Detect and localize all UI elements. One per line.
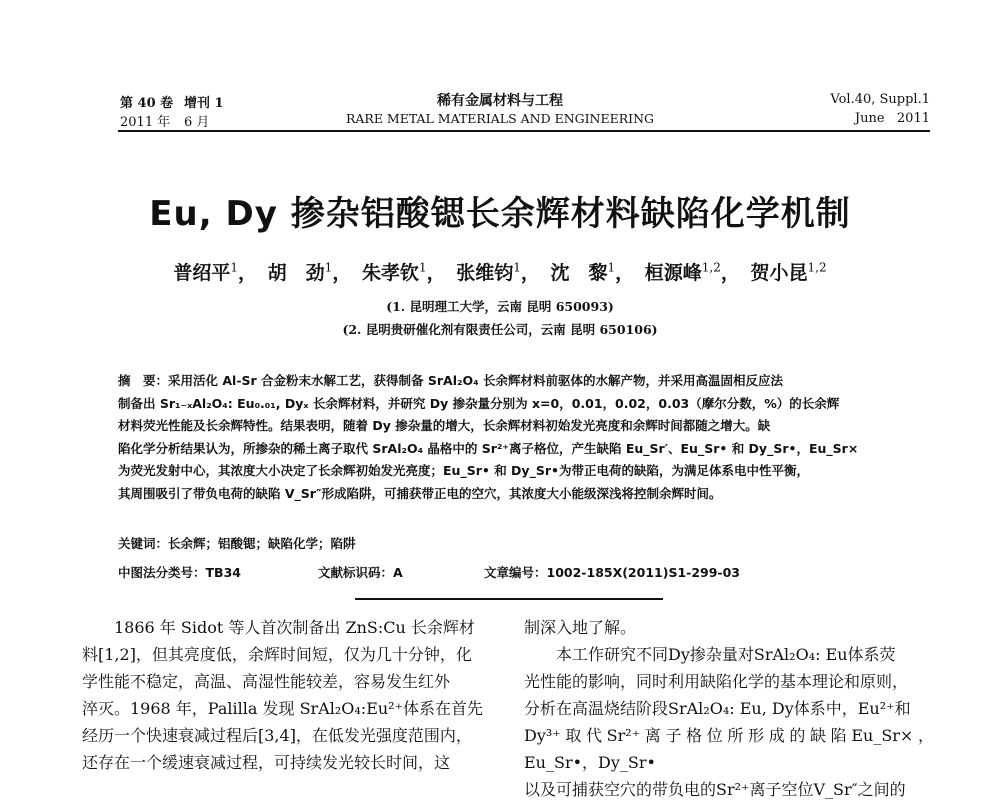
keywords-text: 长余辉；铝酸锶；缺陷化学；陷阱 <box>168 536 356 551</box>
author: 胡 劲$^1$ <box>267 260 333 284</box>
abstract-label: 摘 要： <box>118 373 169 388</box>
author: 贺小昆$^{1,2}$ <box>750 260 827 284</box>
author-list: 普绍平$^1$， 胡 劲$^1$， 朱孝钦$^1$， 张维钧$^1$， 沈 黎$^1$， 桓源峰$^{1,2}$， 贺小昆$^{1,2}$ <box>173 260 827 284</box>
body-line: 淬灭。1968 年，Palilla 发现 SrAl₂O₄:Eu²⁺体系在首先 <box>82 699 484 718</box>
body-line: 以及可捕获空穴的带负电的Sr²⁺离子空位V_Sr″之间的 <box>524 780 906 799</box>
abstract <box>118 370 888 506</box>
abstract-line: 制备出 Sr₁₋ₓAl₂O₄: Eu₀.₀₁, Dyₓ 长余辉材料，并研究 Dy 掺杂量分别为 x=0，0.01，0.02，0.03（摩尔分数，%）的长余辉 <box>118 395 840 411</box>
body-line: 制深入地了解。 <box>524 618 637 637</box>
paper-title: Eu, Dy 掺杂铝酸锶长余辉材料缺陷化学机制 <box>149 194 851 234</box>
body-column-right <box>524 614 934 803</box>
header-volume-en: Vol.40, Suppl.1 <box>830 92 930 107</box>
section-divider <box>355 598 663 600</box>
body-line: 还存在一个缓速衰减过程，可持续发光较长时间，这 <box>82 753 451 772</box>
author: 朱孝钦$^1$ <box>361 260 427 284</box>
body-line: 学性能不稳定，高温、高湿性能较差，容易发生红外 <box>82 672 451 691</box>
keywords-label: 关键词： <box>118 536 169 551</box>
abstract-line: 材料荧光性能及长余辉特性。结果表明，随着 Dy 掺杂量的增大，长余辉材料初始发光亮度和余辉时间都随之增大。缺 <box>118 418 771 434</box>
header-month: 6 月 <box>184 115 210 130</box>
header-issue: 增刊 1 <box>184 96 224 111</box>
body-line: 光性能的影响，同时利用缺陷化学的基本理论和原则， <box>524 672 909 691</box>
abstract-line: 其周围吸引了带负电荷的缺陷 V_Sr″形成陷阱，可捕获带正电的空穴，其浓度大小能级深浅将控制余辉时间。 <box>118 485 722 501</box>
header-rule <box>118 130 930 132</box>
journal-title-cn: 稀有金属材料与工程 <box>437 93 563 109</box>
article-number: 文章编号：1002-185X(2011)S1-299-03 <box>484 565 741 580</box>
abstract-line: 摘 要：采用活化 Al-Sr 合金粉末水解工艺，获得制备 SrAl₂O₄ 长余辉材料前驱体的水解产物，并采用高温固相反应法 <box>118 373 783 388</box>
header-volume: 第 40 卷 <box>120 96 174 111</box>
body-column-left <box>82 614 492 776</box>
body-line: 料[1,2]，但其亮度低，余辉时间短，仅为几十分钟，化 <box>82 645 472 664</box>
affiliation-2: (2. 昆明贵研催化剂有限责任公司，云南 昆明 650106) <box>342 322 658 337</box>
clc-number: 中图法分类号：TB34 <box>118 565 241 580</box>
journal-title-en: RARE METAL MATERIALS AND ENGINEERING <box>345 111 655 126</box>
author: 张维钧$^1$ <box>456 260 521 284</box>
body-line: 分析在高温烧结阶段SrAl₂O₄: Eu, Dy体系中，Eu²⁺和 <box>524 699 911 718</box>
body-line: 经历一个快速衰减过程后[3,4]，在低发光强度范围内， <box>82 726 472 745</box>
header-date-en: June 2011 <box>854 111 930 126</box>
keywords <box>118 534 356 552</box>
author: 普绍平$^1$ <box>173 260 239 284</box>
abstract-line: 陷化学分析结果认为，所掺杂的稀土离子取代 SrAl₂O₄ 晶格中的 Sr²⁺离子格位，产生缺陷 Eu_Sr′、Eu_Sr• 和 Dy_Sr•，Eu_Sr× <box>118 440 859 456</box>
document-code: 文献标识码：A <box>318 565 403 580</box>
body-line: 本工作研究不同Dy掺杂量对SrAl₂O₄: Eu体系荧 <box>556 645 896 664</box>
abstract-line: 为荧光发射中心，其浓度大小决定了长余辉初始发光亮度；Eu_Sr• 和 Dy_Sr•为带正电荷的缺陷，为满足体系电中性平衡， <box>118 463 809 479</box>
header-year: 2011 年 <box>120 115 171 130</box>
body-line: Dy³⁺取代Sr²⁺离子格位所形成的缺陷Eu_Sr×，Eu_Sr•，Dy_Sr• <box>524 726 934 772</box>
body-line: 1866 年 Sidot 等人首次制备出 ZnS:Cu 长余辉材 <box>114 618 475 637</box>
affiliation-1: (1. 昆明理工大学，云南 昆明 650093) <box>386 299 614 314</box>
author: 桓源峰$^{1,2}$ <box>644 260 721 284</box>
author: 沈 黎$^1$ <box>550 260 616 284</box>
